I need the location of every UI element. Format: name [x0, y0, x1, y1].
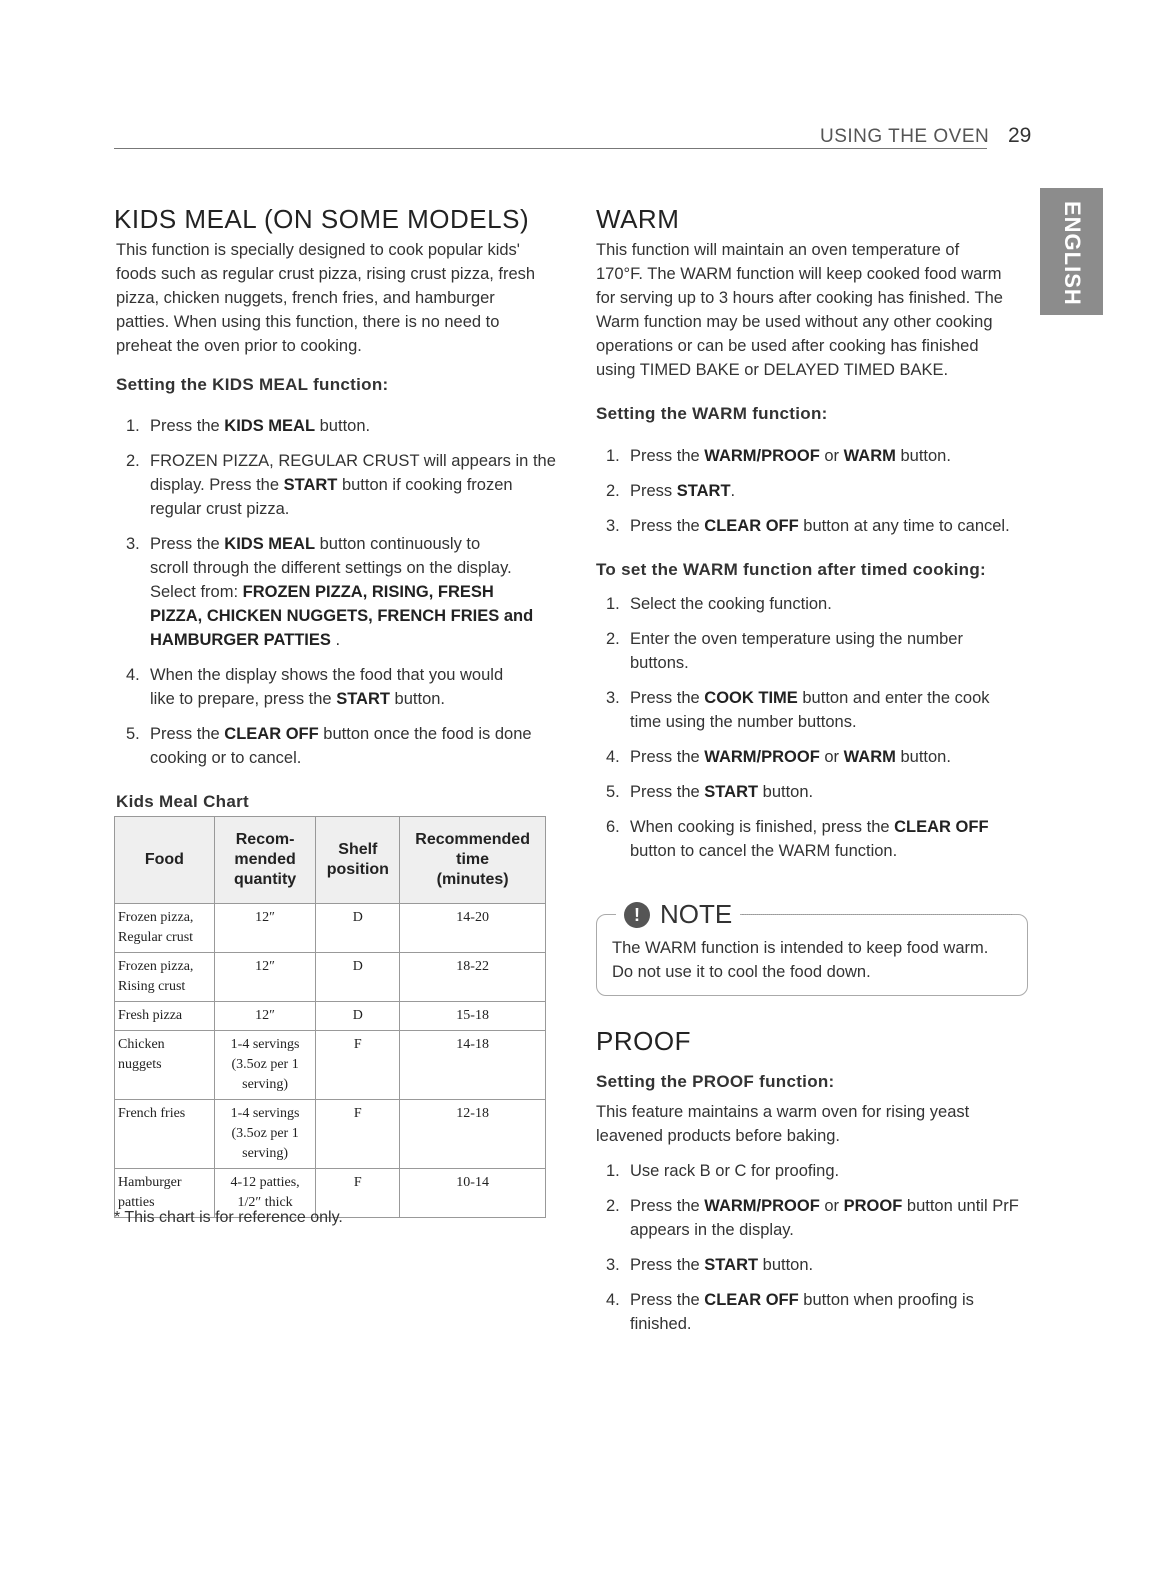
chart-cell: 14-20: [400, 904, 546, 953]
chart-cell: F: [316, 1031, 400, 1100]
step-number: 1.: [606, 595, 620, 613]
step-line: Press the START button.: [630, 783, 814, 801]
header-rule: [114, 148, 987, 149]
step-item: [596, 514, 1046, 538]
step-line: Press the CLEAR OFF button once the food is done: [150, 725, 532, 743]
step-line: buttons.: [630, 654, 689, 672]
kids-meal-chart: [114, 816, 546, 1218]
step-line: PIZZA, CHICKEN NUGGETS, FRENCH FRIES and: [150, 607, 534, 625]
intro-line: using TIMED BAKE or DELAYED TIMED BAKE.: [596, 361, 949, 379]
chart-cell: 10-14: [400, 1169, 546, 1218]
intro-line: leavened products before baking.: [596, 1127, 841, 1145]
step-number: 2.: [606, 482, 620, 500]
step-line: Press the START button.: [630, 1256, 814, 1274]
chart-cell: 18-22: [400, 953, 546, 1002]
chart-footnote: * This chart is for reference only.: [114, 1209, 343, 1226]
chart-cell: 4-12 patties, 1/2″ thick: [214, 1169, 316, 1218]
step-item: [596, 444, 1046, 468]
step-item: [596, 686, 1046, 734]
step-line: appears in the display.: [630, 1221, 794, 1239]
step-line: Press the WARM/PROOF or WARM button.: [630, 447, 951, 465]
step-number: 5.: [126, 725, 140, 743]
chart-cell: F: [316, 1169, 400, 1218]
step-line: HAMBURGER PATTIES .: [150, 631, 341, 649]
step-line: Press START.: [630, 482, 736, 500]
step-number: 4.: [606, 1291, 620, 1309]
running-header: USING THE OVEN: [820, 126, 990, 147]
proof-setting-title: Setting the PROOF function:: [596, 1072, 835, 1091]
step-line: Select the cooking function.: [630, 595, 832, 613]
chart-cell: 14-18: [400, 1031, 546, 1100]
step-line: Press the WARM/PROOF or WARM button.: [630, 748, 951, 766]
proof-intro: [596, 1100, 1036, 1148]
chart-cell: 12″: [214, 1002, 316, 1031]
step-line: Press the WARM/PROOF or PROOF button until PrF: [630, 1197, 1019, 1215]
warm-timed-steps: [596, 592, 1046, 874]
step-line: When cooking is finished, press the CLEAR OFF: [630, 818, 989, 836]
step-number: 2.: [606, 1197, 620, 1215]
intro-line: pizza, chicken nuggets, french fries, and hamburger: [116, 289, 495, 307]
chart-header-cell: Shelf position: [316, 817, 400, 904]
note-title: NOTE: [660, 899, 733, 929]
table-row: [115, 953, 546, 1002]
step-line: display. Press the START button if cooking frozen: [150, 476, 513, 494]
step-line: FROZEN PIZZA, REGULAR CRUST will appears in the: [150, 452, 556, 470]
step-number: 1.: [606, 447, 620, 465]
intro-line: operations or can be used after cooking has finished: [596, 337, 979, 355]
step-number: 2.: [606, 630, 620, 648]
chart-cell: Fresh pizza: [115, 1002, 215, 1031]
page-number: 29: [1008, 124, 1032, 147]
chart-cell: Hamburger patties: [115, 1169, 215, 1218]
intro-line: This feature maintains a warm oven for rising yeast: [596, 1103, 970, 1121]
warm-title: WARM: [596, 204, 680, 234]
intro-line: 170°F. The WARM function will keep cooked food warm: [596, 265, 1002, 283]
table-row: [115, 1100, 546, 1169]
step-item: [596, 780, 1046, 804]
step-item: [116, 532, 556, 652]
step-line: Press the KIDS MEAL button.: [150, 417, 371, 435]
intro-line: This function is specially designed to cook popular kids': [116, 241, 520, 259]
step-number: 6.: [606, 818, 620, 836]
step-item: [116, 722, 556, 770]
step-number: 3.: [126, 535, 140, 553]
step-line: Enter the oven temperature using the number: [630, 630, 963, 648]
chart-cell: 12″: [214, 953, 316, 1002]
step-item: [596, 745, 1046, 769]
step-line: Press the CLEAR OFF button when proofing is: [630, 1291, 974, 1309]
step-item: [596, 1288, 1046, 1336]
chart-cell: Frozen pizza, Rising crust: [115, 953, 215, 1002]
warm-setting-title: Setting the WARM function:: [596, 404, 828, 423]
kids-meal-title: KIDS MEAL (ON SOME MODELS): [114, 204, 530, 234]
exclamation-icon: !: [624, 902, 650, 928]
kids-chart-title: Kids Meal Chart: [116, 792, 249, 811]
intro-line: patties. When using this function, there is no need to: [116, 313, 500, 331]
intro-line: This function will maintain an oven temperature of: [596, 241, 960, 259]
language-tab-label: ENGLISH: [1060, 201, 1085, 306]
note-header: [616, 899, 740, 930]
step-item: [596, 1253, 1046, 1277]
step-line: button to cancel the WARM function.: [630, 842, 898, 860]
chart-cell: 1-4 servings (3.5oz per 1 serving): [214, 1100, 316, 1169]
chart-cell: 12″: [214, 904, 316, 953]
chart-header-cell: Recommended time (minutes): [400, 817, 546, 904]
step-line: finished.: [630, 1315, 692, 1333]
step-line: Press the KIDS MEAL button continuously to: [150, 535, 481, 553]
kids-setting-title: Setting the KIDS MEAL function:: [116, 375, 389, 394]
chart-header-cell: Food: [115, 817, 215, 904]
step-item: [596, 592, 1046, 616]
chart-cell: D: [316, 953, 400, 1002]
chart-cell: French fries: [115, 1100, 215, 1169]
step-line: cooking or to cancel.: [150, 749, 302, 767]
step-item: [116, 663, 556, 711]
chart-cell: 15-18: [400, 1002, 546, 1031]
proof-steps: [596, 1159, 1046, 1347]
step-number: 2.: [126, 452, 140, 470]
chart-cell: D: [316, 904, 400, 953]
note-line: Do not use it to cool the food down.: [612, 963, 871, 981]
step-number: 3.: [606, 1256, 620, 1274]
chart-cell: 1-4 servings (3.5oz per 1 serving): [214, 1031, 316, 1100]
step-number: 4.: [126, 666, 140, 684]
step-line: Use rack B or C for proofing.: [630, 1162, 840, 1180]
step-item: [116, 414, 556, 438]
step-number: 3.: [606, 517, 620, 535]
step-number: 1.: [126, 417, 140, 435]
chart-cell: 12-18: [400, 1100, 546, 1169]
step-line: Select from: FROZEN PIZZA, RISING, FRESH: [150, 583, 494, 601]
step-item: [596, 1159, 1046, 1183]
intro-line: Warm function may be used without any other cooking: [596, 313, 993, 331]
intro-line: preheat the oven prior to cooking.: [116, 337, 362, 355]
step-number: 5.: [606, 783, 620, 801]
step-line: like to prepare, press the START button.: [150, 690, 446, 708]
table-row: [115, 1031, 546, 1100]
step-line: time using the number buttons.: [630, 713, 857, 731]
kids-meal-intro: [116, 238, 556, 358]
intro-line: for serving up to 3 hours after cooking has finished. The: [596, 289, 1003, 307]
note-text: [612, 936, 988, 984]
note-divider: [742, 914, 1012, 915]
step-item: [596, 479, 1046, 503]
step-number: 1.: [606, 1162, 620, 1180]
table-row: [115, 1002, 546, 1031]
warm-timed-title: To set the WARM function after timed cooking:: [596, 560, 987, 579]
step-line: Press the CLEAR OFF button at any time to cancel.: [630, 517, 1010, 535]
warm-steps: [596, 444, 1046, 549]
proof-title: PROOF: [596, 1026, 691, 1056]
note-line: The WARM function is intended to keep food warm.: [612, 939, 989, 957]
warm-intro: [596, 238, 1036, 382]
step-item: [116, 449, 556, 521]
chart-cell: Chicken nuggets: [115, 1031, 215, 1100]
step-number: 4.: [606, 748, 620, 766]
chart-cell: F: [316, 1100, 400, 1169]
step-item: [596, 627, 1046, 675]
table-row: [115, 904, 546, 953]
chart-cell: D: [316, 1002, 400, 1031]
chart-cell: Frozen pizza, Regular crust: [115, 904, 215, 953]
chart-header-cell: Recom- mended quantity: [214, 817, 316, 904]
kids-steps: [116, 414, 556, 781]
step-item: [596, 815, 1046, 863]
step-line: scroll through the different settings on the display.: [150, 559, 512, 577]
step-number: 3.: [606, 689, 620, 707]
step-line: Press the COOK TIME button and enter the cook: [630, 689, 990, 707]
step-line: When the display shows the food that you would: [150, 666, 504, 684]
step-line: regular crust pizza.: [150, 500, 290, 518]
step-item: [596, 1194, 1046, 1242]
language-tab: [1040, 188, 1103, 315]
intro-line: foods such as regular crust pizza, rising crust pizza, fresh: [116, 265, 536, 283]
